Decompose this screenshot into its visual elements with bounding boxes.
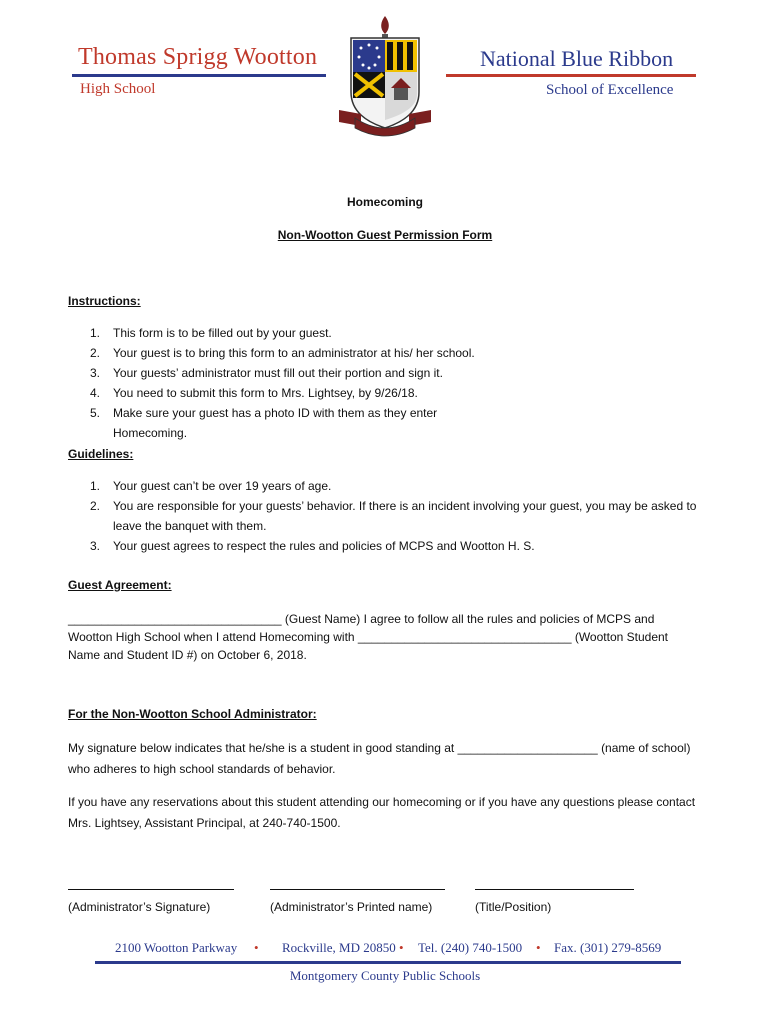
- list-item: [68, 403, 513, 443]
- item-text: Your guest is to bring this form to an administrator at his/ her school.: [113, 346, 475, 360]
- list-item: [68, 496, 708, 536]
- footer-street: 2100 Wootton Parkway: [115, 940, 238, 955]
- school-name: Thomas Sprigg Wootton: [78, 44, 318, 70]
- item-text: This form is to be filled out by your guest.: [113, 326, 332, 340]
- item-text: Your guests’ administrator must fill out their portion and sign it.: [113, 366, 443, 380]
- ribbon-subtitle: School of Excellence: [546, 82, 674, 98]
- header-right-rule: [446, 74, 696, 77]
- item-text: You need to submit this form to Mrs. Lightsey, by 9/26/18.: [113, 386, 418, 400]
- admin-printed-name-field[interactable]: [270, 879, 445, 914]
- footer-phone: Tel. (240) 740-1500: [418, 940, 523, 955]
- footer-fax: Fax. (301) 279-8569: [554, 940, 662, 955]
- school-crest-icon: [333, 14, 437, 140]
- agreement-text: ________________________________ (Guest Name) I agree to follow all the rules and policies of MCPS and Wootton High School when I attend Homecoming with ________________________________ (Wootton Student Name and Student ID #) on October 6, 2018.: [68, 612, 668, 662]
- footer-rule: [95, 961, 681, 964]
- title-position-label: (Title/Position): [475, 900, 552, 914]
- instructions-heading: Instructions:: [68, 294, 141, 308]
- footer-city: Rockville, MD 20850: [282, 940, 396, 955]
- list-item: [68, 323, 708, 343]
- item-text: Your guest can’t be over 19 years of age.: [113, 479, 332, 493]
- guidelines-heading: Guidelines:: [68, 447, 134, 461]
- item-text: Your guest agrees to respect the rules and policies of MCPS and Wootton H. S.: [113, 539, 535, 553]
- footer-district: Montgomery County Public Schools: [289, 968, 481, 983]
- admin-signature-label: (Administrator’s Signature): [68, 900, 211, 914]
- footer-bullet: •: [254, 940, 259, 955]
- list-item: [68, 476, 708, 496]
- signature-block: [68, 879, 708, 919]
- title-position-field[interactable]: [475, 879, 634, 914]
- item-number: 1.: [90, 479, 101, 493]
- admin-signature-field[interactable]: [68, 879, 234, 914]
- ribbon-title: National Blue Ribbon: [480, 46, 674, 71]
- item-number: 5.: [90, 406, 101, 420]
- item-number: 2.: [90, 499, 101, 513]
- header-left-rule: [72, 74, 326, 77]
- administrator-heading: For the Non-Wootton School Administrator:: [68, 707, 317, 721]
- item-number: 1.: [90, 326, 101, 340]
- guidelines-list: [68, 476, 708, 556]
- administrator-statement: My signature below indicates that he/she is a student in good standing at _____________________ (name of school) who adheres to high school standards of behavior.: [68, 741, 691, 776]
- item-number: 2.: [90, 346, 101, 360]
- form-subtitle: Non-Wootton Guest Permission Form: [277, 228, 493, 242]
- list-item: [68, 383, 708, 403]
- item-text: You are responsible for your guests’ behavior. If there is an incident involving your guest, you may be asked to leave the banquet with them.: [113, 499, 697, 533]
- item-number: 3.: [90, 539, 101, 553]
- list-item: [68, 363, 708, 383]
- agreement-heading: Guest Agreement:: [68, 578, 172, 592]
- school-subtitle: High School: [80, 81, 156, 97]
- form-title: Homecoming: [346, 195, 423, 209]
- list-item: [68, 343, 708, 363]
- footer-bullet: •: [399, 940, 404, 955]
- administrator-questions: If you have any reservations about this student attending our homecoming or if you have any questions please contact Mrs. Lightsey, Assistant Principal, at 240-740-1500.: [68, 795, 696, 830]
- admin-printed-name-label: (Administrator’s Printed name): [270, 900, 433, 914]
- item-text: Make sure your guest has a photo ID with them as they enter Homecoming.: [113, 406, 438, 440]
- footer-bullet: •: [536, 940, 541, 955]
- instructions-list: [68, 323, 708, 443]
- list-item: [68, 536, 708, 556]
- item-number: 3.: [90, 366, 101, 380]
- item-number: 4.: [90, 386, 101, 400]
